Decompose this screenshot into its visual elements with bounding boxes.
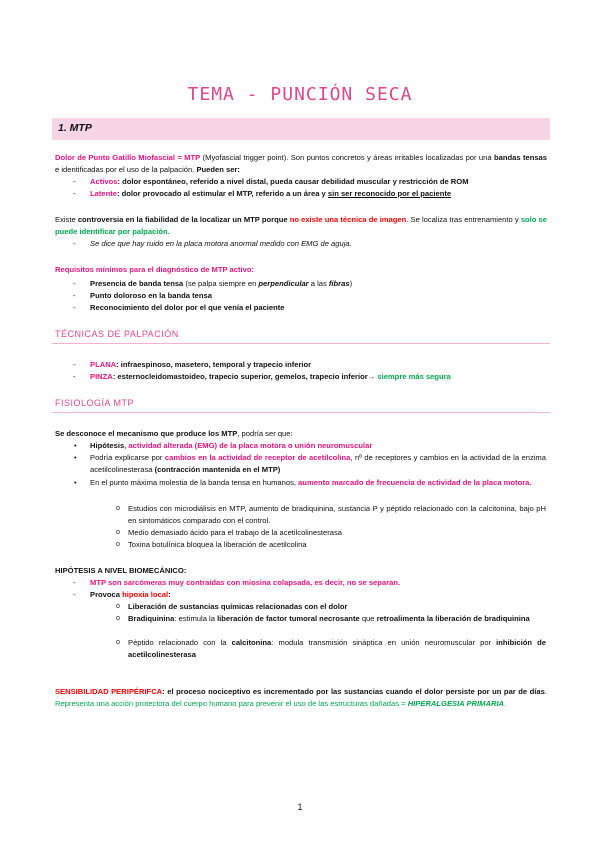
list-item-pinza: PINZA: esternocleidomastoideo, trapecio superior, gemelos, trapecio inferior→ siempre más segura xyxy=(90,372,451,381)
dash-bullet: - xyxy=(73,303,76,312)
sub-item-microdialisis: Estudios con microdiálisis en MTP, aumento de bradiquinina, sustancia P y péptido relacionado con la calcitonina, bajo pH en sintomáticos comparado con el control. xyxy=(128,504,546,525)
dash-bullet: - xyxy=(73,279,76,288)
dash-bullet: - xyxy=(73,239,76,248)
dash-bullet: - xyxy=(73,372,76,381)
sub-bullet: o xyxy=(116,615,120,622)
sub-bullet: o xyxy=(116,529,120,536)
dash-bullet: - xyxy=(73,360,76,369)
sub-bullet: o xyxy=(116,541,120,548)
sub-item-calcitonina: Péptido relacionado con la calcitonina: modula transmisión sináptica en unión neuromuscular por inhibición de acetilcolinesterasa xyxy=(128,638,546,659)
page-title: TEMA - PUNCIÓN SECA xyxy=(187,84,413,105)
dash-bullet: - xyxy=(73,590,76,599)
list-item-acetilcolina: Podría explicarse por cambios en la actividad de receptor de acetilcolina, nº de receptores y cambios en la actividad de la enzima acetilcolinesterasa (contracción mantenida en el MTP) xyxy=(90,453,546,474)
list-item-activos: Activos: dolor espontáneo, referido a nivel distal, pueda causar debilidad muscular y restricción de ROM xyxy=(90,177,469,186)
list-item-banda-tensa: Presencia de banda tensa (se palpa siempre en perpendicular a las fibras) xyxy=(90,279,353,288)
sub-item-bradiquinina: Bradiquinina: estimula la liberación de factor tumoral necrosante que retroalimenta la liberación de bradiquinina xyxy=(128,614,530,623)
biomecanico-heading: HIPÓTESIS A NIVEL BIOMECÁNICO: xyxy=(55,566,187,575)
dash-bullet: - xyxy=(73,177,76,186)
sub-bullet: o xyxy=(116,603,120,610)
requisitos-heading: Requisitos mínimos para el diagnóstico de MTP activo: xyxy=(55,265,255,274)
sensibilidad-paragraph: SENSIBILIDAD PERIPÉRIFCA: el proceso nociceptivo es incrementado por las sustancias cuando el dolor persiste por un par de días. Representa una acción protectora del cuerpo humano para prevenir el uso de las estructuras dañadas = HIPERALGESIA PRIMARIA. xyxy=(55,687,547,708)
list-item-sarcomeras: MTP son sarcómeras muy contraídas con miosina colapsada, es decir, no se separan. xyxy=(90,578,401,587)
list-item-latente: Latente: dolor provocado al estimular el MTP, referido a un área y sin ser reconocido por el paciente xyxy=(90,189,452,198)
list-item-reconocimiento: Reconocimiento del dolor por el que venía el paciente xyxy=(90,303,285,312)
dash-bullet: - xyxy=(73,291,76,300)
section-heading-tecnicas: TÉCNICAS DE PALPACIÓN xyxy=(55,329,179,339)
list-item-plana: PLANA: infraespinoso, masetero, temporal y trapecio inferior xyxy=(90,360,312,369)
bullet-dot: • xyxy=(74,478,77,487)
sub-item-medio-acido: Medio demasiado ácido para el trabajo de la acetilcolinesterasa xyxy=(128,528,343,537)
section-heading-fisiologia: FISIOLOGÍA MTP xyxy=(55,398,135,408)
section-divider xyxy=(52,343,550,344)
controversy-paragraph: Existe controversia en la fiabilidad de la localizar un MTP porque no existe una técnica de imagen. Se localiza tras entrenamiento y solo se puede identificar por palpación. xyxy=(55,215,547,236)
sub-bullet: o xyxy=(116,505,120,512)
section-heading-mtp: 1. MTP xyxy=(58,122,92,134)
list-item-placa-motora: En el punto máxima molestia de la banda tensa en humanos, aumento marcado de frecuencia de actividad de la placa motora. xyxy=(90,478,532,487)
bullet-dot: • xyxy=(74,441,77,450)
intro-paragraph: Dolor de Punto Gatillo Miofascial = MTP (Myofascial trigger point). Son puntos concretos y áreas irritables localizadas por una bandas tensas e identificadas por el uso de la palpación. Pueden ser: xyxy=(55,153,547,174)
emg-note: Se dice que hay ruido en la placa motora anormal medido con EMG de aguja. xyxy=(90,239,352,248)
bullet-dot: • xyxy=(74,453,77,462)
fisiologia-intro: Se desconoce el mecanismo que produce los MTP, podría ser que: xyxy=(55,429,293,438)
dash-bullet: - xyxy=(73,578,76,587)
list-item-punto-doloroso: Punto doloroso en la banda tensa xyxy=(90,291,212,300)
section-divider xyxy=(52,412,550,413)
section-heading-mtp-bar xyxy=(52,118,550,140)
arrow-icon: → xyxy=(367,372,376,381)
page-number: 1 xyxy=(297,802,303,812)
sub-item-toxina: Toxina botulínica bloquea la liberación de acetilcolina xyxy=(128,540,307,549)
list-item-hipoxia: Provoca hipoxia local: xyxy=(90,590,171,599)
mtp-term: Dolor de Punto Gatillo Miofascial = MTP xyxy=(55,153,201,162)
dash-bullet: - xyxy=(73,189,76,198)
sub-bullet: o xyxy=(116,639,120,646)
sub-item-liberacion: Liberación de sustancias químicas relacionadas con el dolor xyxy=(128,602,348,611)
list-item-hipotesis: Hipótesis, actividad alterada (EMG) de la placa motora o unión neuromuscular xyxy=(90,441,373,450)
